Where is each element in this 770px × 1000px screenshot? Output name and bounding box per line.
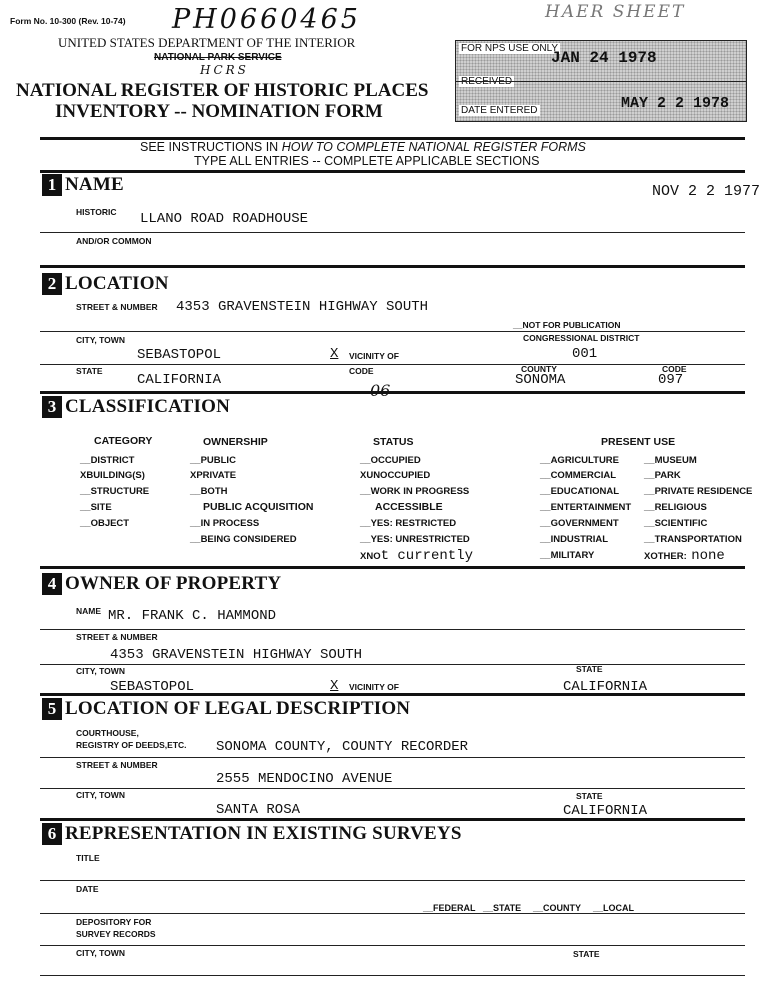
- state-label: STATE: [76, 366, 103, 376]
- use-government[interactable]: __GOVERNMENT: [540, 518, 619, 529]
- agency-struck: NATIONAL PARK SERVICE: [154, 52, 282, 63]
- received-date: JAN 24 1978: [551, 49, 657, 67]
- owner-city-value: SEBASTOPOL: [110, 679, 195, 695]
- received-stamp-date: NOV 2 2 1977: [652, 183, 761, 200]
- county-code-value: 097: [658, 372, 684, 388]
- rule: [40, 788, 745, 789]
- instructions-text: SEE INSTRUCTIONS IN: [140, 140, 282, 154]
- section6-header: [42, 822, 462, 846]
- historic-name: LLANO ROAD ROADHOUSE: [140, 211, 309, 227]
- received-label: RECEIVED: [461, 76, 513, 87]
- category-object[interactable]: __OBJECT: [80, 518, 130, 529]
- depository-label: DEPOSITORY FOR: [76, 917, 152, 927]
- level-local[interactable]: __LOCAL: [593, 903, 635, 913]
- section2-header: [42, 272, 169, 296]
- survey-title-label: TITLE: [76, 853, 100, 863]
- owner-vicinity-label: VICINITY OF: [349, 682, 399, 692]
- rule: [40, 232, 745, 233]
- accessible-no[interactable]: [360, 546, 473, 564]
- survey-city-label: CITY, TOWN: [76, 948, 125, 958]
- city-label: CITY, TOWN: [76, 335, 125, 345]
- use-transportation[interactable]: __TRANSPORTATION: [644, 534, 742, 545]
- owner-vicinity-mark: X: [330, 678, 339, 694]
- rule: [40, 975, 745, 976]
- legal-state-label: STATE: [576, 791, 603, 801]
- rule: [40, 945, 745, 946]
- level-state[interactable]: __STATE: [483, 903, 522, 913]
- instructions-line2: TYPE ALL ENTRIES -- COMPLETE APPLICABLE SECTIONS: [194, 154, 540, 168]
- accessible-unrestricted[interactable]: __YES: UNRESTRICTED: [360, 534, 470, 545]
- owner-name-label: NAME: [76, 606, 102, 616]
- form-title-line2: INVENTORY -- NOMINATION FORM: [55, 101, 383, 122]
- entered-label: DATE ENTERED: [461, 105, 538, 116]
- district-label: CONGRESSIONAL DISTRICT: [523, 333, 640, 343]
- form-title-line1: NATIONAL REGISTER OF HISTORIC PLACES: [16, 80, 429, 101]
- use-private-residence[interactable]: __PRIVATE RESIDENCE: [644, 486, 753, 497]
- nps-divider: [456, 81, 746, 82]
- accessible-restricted[interactable]: __YES: RESTRICTED: [360, 518, 457, 529]
- rule: [40, 331, 745, 332]
- acquisition-being-considered[interactable]: __BEING CONSIDERED: [190, 534, 297, 545]
- street-label: STREET & NUMBER: [76, 302, 158, 312]
- street-value: 4353 GRAVENSTEIN HIGHWAY SOUTH: [176, 299, 429, 315]
- section4-top-rule: [40, 566, 745, 569]
- section4-number: 4: [42, 573, 62, 595]
- form-number: Form No. 10-300 (Rev. 10-74): [10, 16, 126, 26]
- historic-label: HISTORIC: [76, 207, 117, 217]
- section2-number: 2: [42, 273, 62, 295]
- use-agriculture[interactable]: __AGRICULTURE: [540, 455, 619, 466]
- section6-number: 6: [42, 823, 62, 845]
- owner-state-label: STATE: [576, 664, 603, 674]
- section5-header: [42, 697, 410, 721]
- level-county[interactable]: __COUNTY: [533, 903, 582, 913]
- section3-top-rule: [40, 391, 745, 394]
- ownership-heading: OWNERSHIP: [203, 436, 268, 448]
- use-other[interactable]: [644, 546, 725, 564]
- owner-city-label: CITY, TOWN: [76, 666, 125, 676]
- legal-city-value: SANTA ROSA: [216, 802, 301, 818]
- category-site[interactable]: __SITE: [80, 502, 112, 513]
- county-code-label: CODE: [662, 364, 687, 374]
- use-scientific[interactable]: __SCIENTIFIC: [644, 518, 708, 529]
- survey-state-label: STATE: [573, 949, 600, 959]
- section1-title: NAME: [65, 174, 124, 195]
- use-park[interactable]: __PARK: [644, 470, 681, 481]
- ownership-public[interactable]: __PUBLIC: [190, 455, 236, 466]
- rule: [40, 664, 745, 665]
- instructions-reference: HOW TO COMPLETE NATIONAL REGISTER FORMS: [281, 140, 586, 154]
- section5-top-rule: [40, 693, 745, 696]
- use-commercial[interactable]: __COMMERCIAL: [540, 470, 617, 481]
- status-occupied[interactable]: __OCCUPIED: [360, 455, 421, 466]
- registry-label: REGISTRY OF DEEDS,ETC.: [76, 740, 187, 750]
- agency-handwritten: HCRS: [200, 63, 249, 77]
- use-industrial[interactable]: __INDUSTRIAL: [540, 534, 609, 545]
- section5-title: LOCATION OF LEGAL DESCRIPTION: [65, 698, 411, 719]
- nps-use-box: [455, 40, 747, 122]
- survey-records-label: SURVEY RECORDS: [76, 929, 156, 939]
- section2-top-rule: [40, 265, 745, 268]
- owner-state-value: CALIFORNIA: [563, 679, 648, 695]
- rule: [40, 757, 745, 758]
- rule: [40, 629, 745, 630]
- not-for-publication: __NOT FOR PUBLICATION: [513, 320, 621, 330]
- vicinity-mark: X: [330, 346, 339, 362]
- nps-heading: FOR NPS USE ONLY: [461, 43, 559, 54]
- ownership-both[interactable]: __BOTH: [190, 486, 228, 497]
- use-museum[interactable]: __MUSEUM: [644, 455, 697, 466]
- county-value: SONOMA: [515, 372, 566, 388]
- county-label: COUNTY: [521, 364, 557, 374]
- use-other-label: XOTHER:: [644, 551, 687, 562]
- state-code-value: 06: [370, 381, 391, 400]
- category-district[interactable]: __DISTRICT: [80, 455, 135, 466]
- category-heading: CATEGORY: [94, 435, 153, 447]
- department-name: UNITED STATES DEPARTMENT OF THE INTERIOR: [58, 35, 356, 50]
- accessible-heading: ACCESSIBLE: [375, 501, 443, 513]
- city-value: SEBASTOPOL: [137, 347, 222, 363]
- status-work-in-progress[interactable]: __WORK IN PROGRESS: [360, 486, 470, 497]
- common-label: AND/OR COMMON: [76, 236, 152, 246]
- accessible-no-note: t currently: [380, 548, 474, 564]
- section1-top-rule: [40, 170, 745, 173]
- section4-title: OWNER OF PROPERTY: [65, 573, 282, 594]
- handwritten-reference: PH0660465: [172, 4, 361, 35]
- accessible-no-mark: XNO: [360, 551, 381, 562]
- handwritten-stamp: HAER SHEET: [545, 2, 686, 22]
- section3-title: CLASSIFICATION: [65, 396, 231, 417]
- legal-state-value: CALIFORNIA: [563, 803, 648, 819]
- status-unoccupied[interactable]: XUNOCCUPIED: [360, 470, 431, 481]
- rule: [40, 364, 745, 365]
- entered-date: MAY 2 2 1978: [621, 95, 730, 112]
- owner-name-value: MR. FRANK C. HAMMOND: [108, 608, 277, 624]
- legal-street-label: STREET & NUMBER: [76, 760, 158, 770]
- use-educational[interactable]: __EDUCATIONAL: [540, 486, 619, 497]
- section2-title: LOCATION: [65, 273, 169, 294]
- section1-number: 1: [42, 174, 62, 196]
- ownership-private[interactable]: XPRIVATE: [190, 470, 237, 481]
- category-buildings[interactable]: XBUILDING(S): [80, 470, 145, 481]
- use-military[interactable]: __MILITARY: [540, 550, 595, 561]
- section4-header: [42, 572, 281, 596]
- section6-title: REPRESENTATION IN EXISTING SURVEYS: [65, 823, 462, 844]
- instructions-line1: [140, 140, 586, 154]
- courthouse-label: COURTHOUSE,: [76, 728, 139, 738]
- section3-header: [42, 395, 230, 419]
- present-use-heading: PRESENT USE: [601, 436, 676, 448]
- state-value: CALIFORNIA: [137, 372, 222, 388]
- section6-top-rule: [40, 818, 745, 821]
- public-acquisition-heading: PUBLIC ACQUISITION: [203, 501, 314, 513]
- vicinity-label: VICINITY OF: [349, 351, 399, 361]
- section5-number: 5: [42, 698, 62, 720]
- category-structure[interactable]: __STRUCTURE: [80, 486, 150, 497]
- legal-city-label: CITY, TOWN: [76, 790, 125, 800]
- use-entertainment[interactable]: __ENTERTAINMENT: [540, 502, 632, 513]
- district-value: 001: [572, 346, 598, 362]
- owner-street-value: 4353 GRAVENSTEIN HIGHWAY SOUTH: [110, 647, 363, 663]
- acquisition-in-process[interactable]: __IN PROCESS: [190, 518, 260, 529]
- rule: [40, 880, 745, 881]
- use-other-value: none: [691, 548, 725, 564]
- use-religious[interactable]: __RELIGIOUS: [644, 502, 707, 513]
- section3-number: 3: [42, 396, 62, 418]
- code-label: CODE: [349, 366, 374, 376]
- rule: [40, 913, 745, 914]
- section1-header: [42, 173, 124, 197]
- status-heading: STATUS: [373, 436, 414, 448]
- level-federal[interactable]: __FEDERAL: [423, 903, 476, 913]
- owner-street-label: STREET & NUMBER: [76, 632, 158, 642]
- survey-date-label: DATE: [76, 884, 99, 894]
- legal-street-value: 2555 MENDOCINO AVENUE: [216, 771, 393, 787]
- courthouse-value: SONOMA COUNTY, COUNTY RECORDER: [216, 739, 469, 755]
